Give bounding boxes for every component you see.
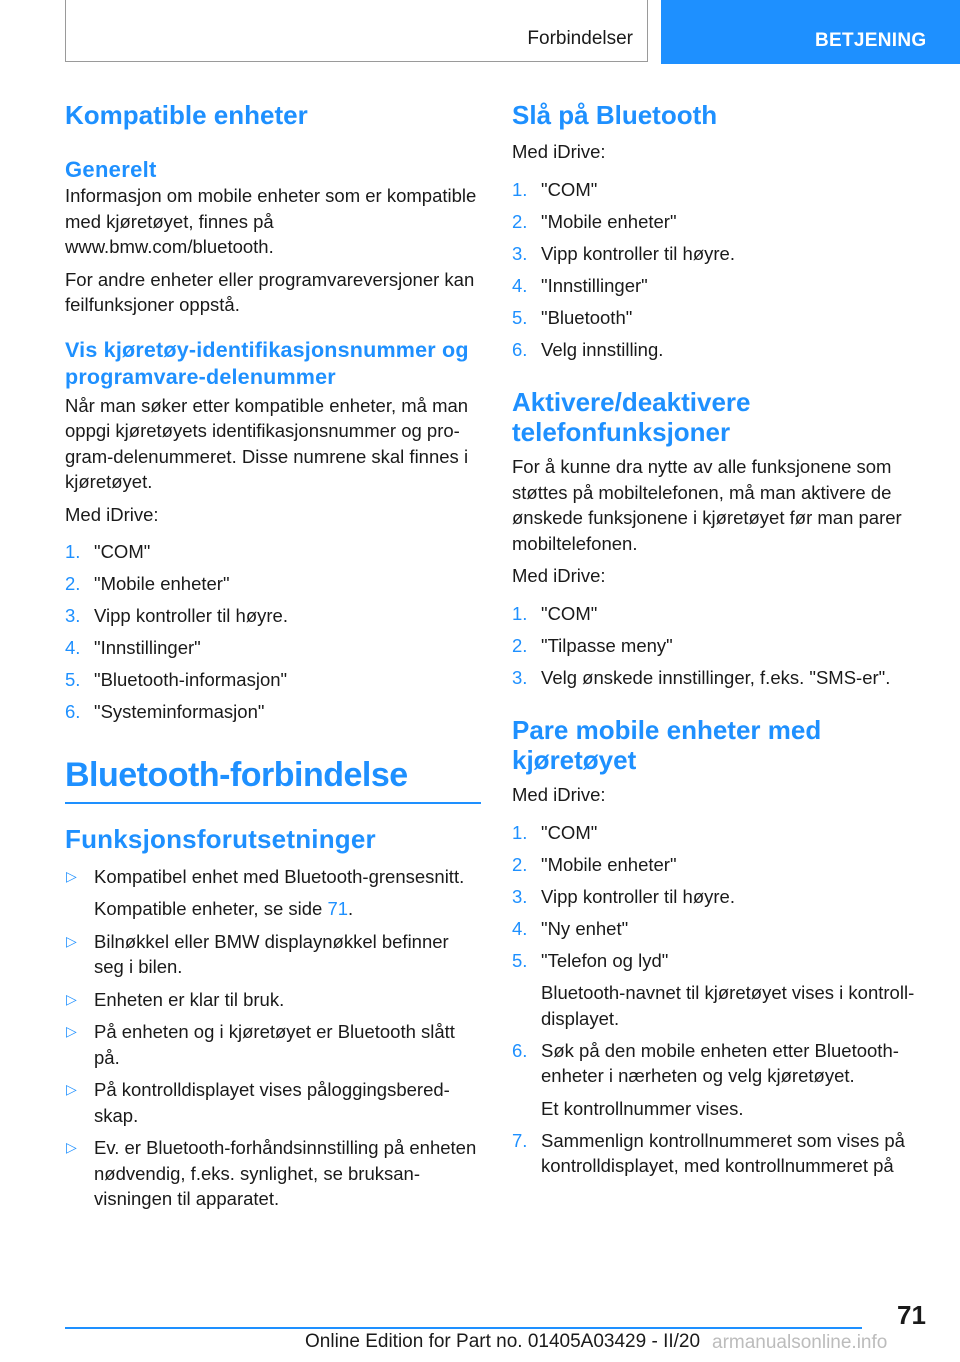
kompatible-heading: Kompatible enheter	[65, 100, 308, 130]
requirement-text: På kontrolldisplayet vises påloggingsberedskap.	[94, 1079, 450, 1126]
list-item	[512, 337, 932, 363]
step-number: 2.	[65, 573, 81, 594]
footer-rule	[65, 1327, 862, 1329]
step-text: "Mobile enheter"	[541, 853, 677, 875]
step-text: "Telefon og lyd"	[541, 949, 669, 971]
list-item	[65, 929, 481, 980]
list-item	[65, 1077, 481, 1128]
list-item	[512, 1128, 932, 1179]
list-item	[65, 603, 481, 629]
step-number: 5.	[512, 306, 528, 328]
step-text: "COM"	[541, 178, 598, 200]
requirement-text: Enheten er klar til bruk.	[94, 988, 285, 1010]
step-text: "Bluetooth"	[541, 306, 633, 328]
page-number: 71	[897, 1300, 926, 1330]
list-item	[512, 241, 932, 267]
chapter-title: BETJENING	[815, 30, 927, 51]
list-item	[512, 948, 932, 1032]
requirement-text: Kompatibel enhet med Bluetooth-grensesnitt.	[94, 865, 465, 887]
list-item	[65, 667, 481, 693]
aktivere-paragraph: For å kunne dra nytte av alle funksjonene som støttes på mobiltelefonen, må man aktivere de ønskede funksjonene i kjøretøyet før man parer mobiltelefonen.	[512, 456, 902, 554]
sla-heading: Slå på Bluetooth	[512, 100, 718, 130]
list-item	[512, 665, 932, 691]
step-text: "COM"	[94, 541, 151, 562]
step-text: "Innstillinger"	[94, 637, 201, 658]
list-item	[65, 864, 481, 922]
step-number: 2.	[512, 853, 528, 875]
step-text: "Tilpasse meny"	[541, 634, 673, 656]
step-text: "COM"	[541, 602, 598, 624]
step-number: 3.	[512, 885, 528, 907]
funksjonsforutsetninger-heading: Funksjonsforutsetninger	[65, 823, 376, 854]
requirement-note	[94, 896, 481, 922]
pare-idrive-label: Med iDrive:	[512, 784, 606, 805]
triangle-bullet-icon: ▷	[66, 932, 77, 949]
vis-heading: Vis kjøretøy-identifikasjonsnummer og programvare-delenummer	[65, 337, 469, 389]
step-number: 6.	[512, 1039, 528, 1061]
step-text: Velg innstilling.	[541, 338, 664, 360]
list-item	[65, 1135, 481, 1212]
step-note: Bluetooth-navnet til kjøretøyet vises i kontrolldisplayet.	[541, 982, 915, 1029]
step-text: "COM"	[541, 821, 598, 843]
step-number: 3.	[512, 666, 528, 688]
bluetooth-heading: Bluetooth-forbindelse	[65, 755, 408, 794]
requirement-text: Ev. er Bluetooth-forhåndsinnstilling på enheten nødvendig, f.eks. synlighet, se bruksanvisningen til apparatet.	[94, 1137, 477, 1209]
requirement-text: På enheten og i kjøretøyet er Bluetooth slått på.	[94, 1021, 455, 1068]
list-item	[512, 633, 932, 659]
step-note: Et kontrollnummer vises.	[541, 1097, 744, 1119]
step-number: 6.	[512, 338, 528, 360]
step-number: 1.	[512, 821, 528, 843]
step-text: "Innstillinger"	[541, 274, 648, 296]
pare-steps-list	[512, 820, 932, 1179]
list-item	[65, 987, 481, 1013]
triangle-bullet-icon: ▷	[66, 990, 77, 1007]
pare-heading: Pare mobile enheter med kjøretøyet	[512, 715, 822, 775]
list-item	[512, 852, 932, 878]
aktivere-heading: Aktivere/deaktivere telefonfunksjoner	[512, 387, 751, 447]
step-text: Søk på den mobile enheten etter Bluetooth-enheter i nærheten og velg kjøretøyet.	[541, 1039, 899, 1086]
list-item	[65, 571, 481, 597]
page-link[interactable]: 71	[327, 898, 349, 919]
step-text: Sammenlign kontrollnummeret som vises på kontrolldisplayet, med kontrollnummeret på	[541, 1129, 905, 1176]
right-column	[512, 100, 932, 1179]
vis-idrive-label: Med iDrive:	[65, 503, 159, 525]
step-number: 6.	[65, 701, 81, 722]
step-text: Vipp kontroller til høyre.	[541, 242, 735, 264]
triangle-bullet-icon: ▷	[66, 1081, 77, 1097]
list-item	[512, 601, 932, 627]
requirements-list	[65, 864, 481, 1212]
header-frame	[65, 0, 648, 62]
step-number: 7.	[512, 1129, 528, 1151]
step-text: "Mobile enheter"	[94, 573, 230, 594]
step-text: "Ny enhet"	[541, 917, 629, 939]
kompatible-paragraph-1: Informasjon om mobile enheter som er kompatible med kjøretøyet, finnes på www.bmw.com/bluetooth.	[65, 185, 477, 257]
sla-idrive-label: Med iDrive:	[512, 141, 606, 162]
edition-label: Online Edition for Part no. 01405A03429 - II/20	[305, 1331, 701, 1352]
section-title: Forbindelser	[527, 28, 633, 49]
list-item	[65, 539, 481, 565]
list-item	[512, 1038, 932, 1122]
left-column	[65, 100, 481, 1212]
generelt-heading: Generelt	[65, 157, 157, 182]
aktivere-idrive-label: Med iDrive:	[512, 565, 606, 586]
step-number: 1.	[512, 178, 528, 200]
list-item	[65, 1019, 481, 1070]
step-text: "Systeminformasjon"	[94, 701, 265, 722]
step-number: 1.	[65, 541, 81, 562]
step-number: 5.	[65, 669, 81, 690]
vis-paragraph: Når man søker etter kompatible enheter, må man oppgi kjøretøyets identifikasjonsnummer og program-delenummeret. Disse numrene skal finnes i kjøretøyet.	[65, 394, 469, 492]
step-text: "Bluetooth-informasjon"	[94, 669, 288, 690]
step-text: "Mobile enheter"	[541, 210, 677, 232]
list-item	[512, 305, 932, 331]
note-text: Kompatible enheter, se side	[94, 898, 328, 919]
aktivere-steps-list	[512, 601, 932, 691]
note-end: .	[348, 898, 354, 919]
list-item	[512, 820, 932, 846]
triangle-bullet-icon: ▷	[66, 1023, 77, 1039]
list-item	[512, 273, 932, 299]
step-number: 3.	[512, 242, 528, 264]
step-text: Velg ønskede innstillinger, f.eks. "SMS-er".	[541, 666, 891, 688]
watermark: armanualsonline.info	[712, 1332, 888, 1353]
chapter-tab[interactable]	[661, 0, 960, 64]
step-text: Vipp kontroller til høyre.	[541, 885, 735, 907]
list-item	[512, 209, 932, 235]
list-item	[65, 635, 481, 661]
step-number: 3.	[65, 605, 81, 626]
list-item	[65, 699, 481, 725]
vis-steps-list	[65, 539, 481, 725]
step-number: 5.	[512, 949, 528, 971]
step-number: 1.	[512, 602, 528, 624]
kompatible-paragraph-2: For andre enheter eller programvareversjoner kan feilfunksjoner oppstå.	[65, 268, 475, 315]
list-item	[512, 884, 932, 910]
list-item	[512, 916, 932, 942]
step-number: 4.	[65, 637, 81, 658]
list-item	[512, 177, 932, 203]
triangle-bullet-icon: ▷	[66, 1139, 77, 1155]
step-number: 4.	[512, 917, 528, 939]
requirement-text: Bilnøkkel eller BMW displaynøkkel befinner seg i bilen.	[94, 930, 449, 977]
step-number: 2.	[512, 634, 528, 656]
sla-steps-list	[512, 177, 932, 363]
step-number: 2.	[512, 210, 528, 232]
step-number: 4.	[512, 274, 528, 296]
triangle-bullet-icon: ▷	[66, 867, 77, 884]
step-text: Vipp kontroller til høyre.	[94, 605, 288, 626]
